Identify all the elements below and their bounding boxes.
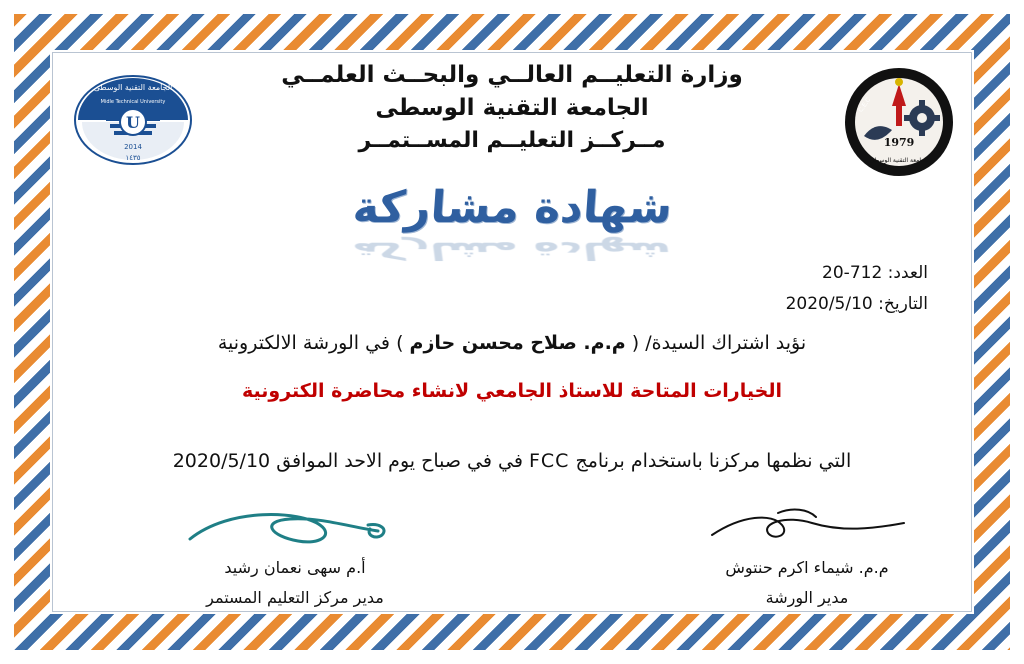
handwritten-signature-icon (682, 505, 932, 553)
signature-block-workshop-manager (682, 505, 932, 614)
signature-name: أ.م سهى نعمان رشيد (224, 558, 366, 577)
document-meta (786, 258, 928, 319)
number-value: 712-20 (822, 263, 883, 283)
signature-block-director (170, 505, 420, 614)
number-row (786, 258, 928, 289)
signature-role: مدير مركز التعليم المستمر (206, 588, 384, 608)
close-paren: ) (396, 332, 404, 354)
participation-line (196, 332, 828, 354)
certificate-title-reflection: شهادة مشاركة (350, 236, 674, 265)
organizer-prefix: التي نظمها مركزنا باستخدام برنامج (575, 450, 852, 472)
signature-name: م.م. شيماء اكرم حنتوش (725, 558, 889, 577)
participation-suffix: في الورشة الالكترونية (217, 332, 391, 354)
svg-text:2014: 2014 (124, 143, 142, 151)
center-line: مــركــز التعليــم المســتمــر (358, 128, 666, 153)
date-row (786, 289, 928, 320)
certificate-title: شهادة مشاركة (350, 182, 674, 233)
program-name: FCC (528, 450, 570, 472)
handwritten-signature-icon (170, 505, 420, 553)
university-line: الجامعة التقنية الوسطى (375, 95, 649, 121)
organizer-line (0, 450, 1024, 472)
date-label: التاريخ: (878, 293, 928, 314)
date-value: 2020/5/10 (785, 293, 873, 314)
svg-text:الجامعة التقنية الوسطى: الجامعة التقنية الوسطى (93, 83, 173, 92)
svg-text:U: U (126, 113, 140, 132)
ministry-line: وزارة التعليــم العالــي والبحــث العلمــي (281, 62, 743, 88)
svg-text:١٤٣٥: ١٤٣٥ (125, 154, 141, 162)
svg-text:C.E.C: C.E.C (857, 96, 873, 114)
organizer-middle: في في صباح يوم الاحد الموافق (276, 450, 523, 472)
organizer-date: 2020/5/10 (172, 450, 271, 472)
signature-role: مدير الورشة (765, 588, 849, 608)
svg-text:Midle Technical University: Midle Technical University (100, 99, 166, 105)
svg-text:1979: 1979 (883, 136, 915, 149)
svg-text:الجامعة التقنية الوسطى: الجامعة التقنية الوسطى (869, 157, 929, 164)
open-paren: ( (631, 332, 640, 354)
workshop-subject: الخيارات المتاحة للاستاذ الجامعي لانشاء محاضرة الكترونية (242, 380, 782, 402)
number-label: العدد: (887, 263, 928, 283)
participation-prefix: نؤيد اشتراك السيدة/ (645, 332, 807, 354)
participant-name: م.م. صلاح محسن حازم (409, 332, 626, 354)
document-header (0, 62, 1024, 153)
